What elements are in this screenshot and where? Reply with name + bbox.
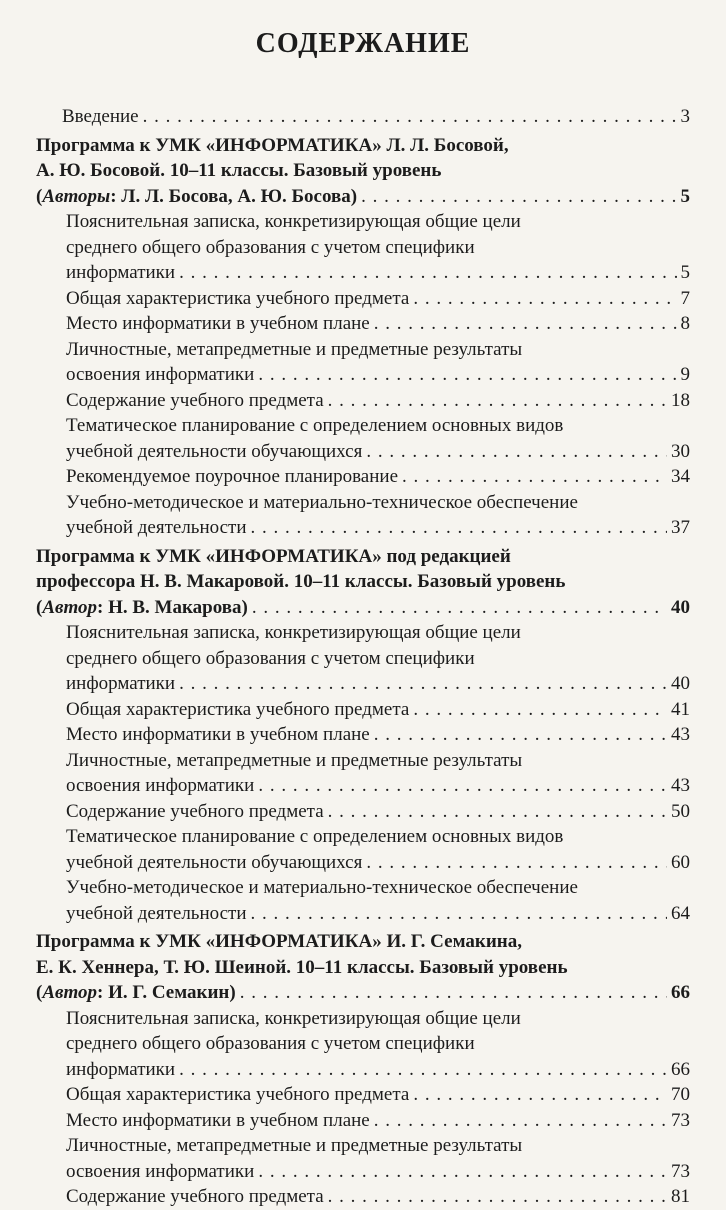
toc-entry-line: среднего общего образования с учетом специфики xyxy=(66,236,475,258)
author-label: Автор xyxy=(42,982,98,1003)
toc-entry-line: Пояснительная записка, конкретизирующая общие цели xyxy=(66,211,521,232)
toc-entry[interactable] xyxy=(36,620,690,697)
dot-leader xyxy=(143,104,677,130)
dot-leader xyxy=(258,362,676,388)
page-number: 81 xyxy=(671,1186,690,1207)
page-number: 60 xyxy=(671,851,690,873)
page-number: 8 xyxy=(680,313,690,334)
author-label: Авторы xyxy=(42,185,111,207)
toc-entry-line: Содержание учебного предмета xyxy=(66,1186,324,1207)
toc-entry[interactable] xyxy=(36,1133,690,1184)
toc-entry-line: среднего общего образования с учетом специфики xyxy=(66,647,475,669)
page-number: 7 xyxy=(680,287,690,309)
toc-section-heading[interactable] xyxy=(36,544,690,621)
page-number: 5 xyxy=(680,262,690,283)
toc-entry-line: Программа к УМК «ИНФОРМАТИКА» Л. Л. Босовой, xyxy=(36,134,509,156)
dot-leader xyxy=(374,1108,667,1134)
toc-entry-line: среднего общего образования с учетом специфики xyxy=(66,1033,475,1054)
toc-entry-line: Программа к УМК «ИНФОРМАТИКА» И. Г. Семакина, xyxy=(36,931,522,952)
page-number: 9 xyxy=(680,364,690,385)
toc-entry-line: Рекомендуемое поурочное планирование xyxy=(66,466,398,487)
toc-section-heading[interactable] xyxy=(36,133,690,210)
page-number: 3 xyxy=(680,106,690,127)
toc-entry-line: Личностные, метапредметные и предметные результаты xyxy=(66,338,523,360)
dot-leader xyxy=(413,1082,667,1108)
page-title: СОДЕРЖАНИЕ xyxy=(255,28,471,59)
page-number: 41 xyxy=(671,698,690,720)
toc-entry[interactable] xyxy=(36,490,690,541)
toc-entry-line: Содержание учебного предмета xyxy=(66,389,324,411)
author-names: : И. Г. Семакин) xyxy=(97,982,236,1003)
dot-leader xyxy=(258,1159,667,1185)
dot-leader xyxy=(402,464,667,490)
page-number: 43 xyxy=(671,724,690,745)
dot-leader xyxy=(366,439,667,465)
dot-leader xyxy=(413,286,676,312)
dot-leader xyxy=(179,671,667,697)
toc-entry[interactable] xyxy=(36,286,690,312)
page-number: 40 xyxy=(671,596,690,618)
page-number: 64 xyxy=(671,902,690,924)
toc-entry-line: Общая характеристика учебного предмета xyxy=(66,1084,410,1105)
toc-entry-line: А. Ю. Босовой. 10–11 классы. Базовый уровень xyxy=(36,160,442,181)
page-number: 66 xyxy=(671,1058,690,1080)
toc-entry-line: учебной деятельности xyxy=(66,517,247,538)
page-number: 50 xyxy=(671,800,690,822)
dot-leader xyxy=(179,1057,667,1083)
page-number: 66 xyxy=(671,982,690,1003)
toc-entry-line: профессора Н. В. Макаровой. 10–11 классы. Базовый уровень xyxy=(36,571,566,592)
dot-leader xyxy=(328,388,667,414)
toc-entry[interactable] xyxy=(36,748,690,799)
toc-entry[interactable] xyxy=(36,722,690,748)
dot-leader xyxy=(240,980,667,1006)
toc-entry-line: Введение xyxy=(62,106,139,127)
toc-entry-line: Общая характеристика учебного предмета xyxy=(66,287,410,309)
author-names: : Н. В. Макарова) xyxy=(97,596,248,618)
toc-entry-line: Содержание учебного предмета xyxy=(66,800,324,822)
toc-entry[interactable] xyxy=(36,824,690,875)
toc-entry-line: информатики xyxy=(66,673,176,694)
toc-entry-line: Программа к УМК «ИНФОРМАТИКА» под редакцией xyxy=(36,545,511,567)
toc-entry-line: Пояснительная записка, конкретизирующая общие цели xyxy=(66,622,521,643)
toc-entry-line: Пояснительная записка, конкретизирующая общие цели xyxy=(66,1007,521,1029)
toc-entry-line: Место информатики в учебном плане xyxy=(66,1109,370,1131)
page-number: 70 xyxy=(671,1084,690,1105)
dot-leader xyxy=(258,773,667,799)
toc-entry-line: Личностные, метапредметные и предметные результаты xyxy=(66,1135,523,1156)
page-number: 73 xyxy=(671,1109,690,1131)
dot-leader xyxy=(251,515,667,541)
author-prefix: ( xyxy=(36,982,43,1003)
toc-entry[interactable] xyxy=(36,388,690,414)
toc-entry-line: учебной деятельности обучающихся xyxy=(66,851,363,873)
toc-section-heading[interactable] xyxy=(36,929,690,1006)
toc-entry-line: Место информатики в учебном плане xyxy=(66,313,370,334)
toc-entry-line: Е. К. Хеннера, Т. Ю. Шеиной. 10–11 классы. Базовый уровень xyxy=(36,956,568,978)
toc-entry-line: Учебно-методическое и материально-техническое обеспечение xyxy=(66,877,578,898)
toc-entry-line: учебной деятельности обучающихся xyxy=(66,440,363,462)
toc-entry-line: Общая характеристика учебного предмета xyxy=(66,698,410,720)
toc-entry[interactable] xyxy=(36,1006,690,1083)
toc-entry-line: освоения информатики xyxy=(66,364,255,385)
toc-author-line xyxy=(36,980,236,1006)
dot-leader xyxy=(413,697,667,723)
author-prefix: ( xyxy=(36,596,43,618)
toc-entry[interactable] xyxy=(36,875,690,926)
author-names: : Л. Л. Босова, А. Ю. Босова) xyxy=(110,185,358,207)
toc-entry-line: Тематическое планирование с определением основных видов xyxy=(66,415,564,436)
dot-leader xyxy=(251,901,667,927)
toc-entry[interactable] xyxy=(36,1184,690,1210)
toc-entry[interactable] xyxy=(36,799,690,825)
toc-entry[interactable] xyxy=(36,209,690,286)
toc-entry-line: информатики xyxy=(66,262,176,283)
toc-entry-line: освоения информатики xyxy=(66,1160,255,1182)
toc-entry[interactable] xyxy=(36,104,690,130)
toc-entry-line: Учебно-методическое и материально-техническое обеспечение xyxy=(66,491,578,513)
toc-entry[interactable] xyxy=(36,337,690,388)
toc-entry-line: Личностные, метапредметные и предметные результаты xyxy=(66,749,523,771)
page-number: 18 xyxy=(671,389,690,411)
dot-leader xyxy=(361,184,676,210)
page-number: 5 xyxy=(680,185,690,207)
toc-entry[interactable] xyxy=(36,464,690,490)
author-label: Автор xyxy=(42,596,98,618)
dot-leader xyxy=(179,260,676,286)
dot-leader xyxy=(328,799,667,825)
toc-entry-line: Место информатики в учебном плане xyxy=(66,724,370,745)
table-of-contents xyxy=(36,104,690,1210)
toc-author-line xyxy=(36,184,357,210)
page-number: 73 xyxy=(671,1160,690,1182)
page-number: 37 xyxy=(671,517,690,538)
toc-entry-line: освоения информатики xyxy=(66,775,255,796)
dot-leader xyxy=(374,722,667,748)
dot-leader xyxy=(252,595,667,621)
page-number: 43 xyxy=(671,775,690,796)
page-number: 40 xyxy=(671,673,690,694)
page-number: 30 xyxy=(671,440,690,462)
toc-entry[interactable] xyxy=(36,1082,690,1108)
dot-leader xyxy=(374,311,677,337)
page-number: 34 xyxy=(671,466,690,487)
toc-entry-line: учебной деятельности xyxy=(66,902,247,924)
toc-entry[interactable] xyxy=(36,697,690,723)
toc-entry[interactable] xyxy=(36,311,690,337)
toc-author-line xyxy=(36,595,248,621)
toc-entry-line: Тематическое планирование с определением основных видов xyxy=(66,826,564,847)
toc-entry[interactable] xyxy=(36,413,690,464)
author-prefix: ( xyxy=(36,185,43,207)
dot-leader xyxy=(366,850,667,876)
toc-entry[interactable] xyxy=(36,1108,690,1134)
dot-leader xyxy=(328,1184,667,1210)
toc-entry-line: информатики xyxy=(66,1058,176,1080)
